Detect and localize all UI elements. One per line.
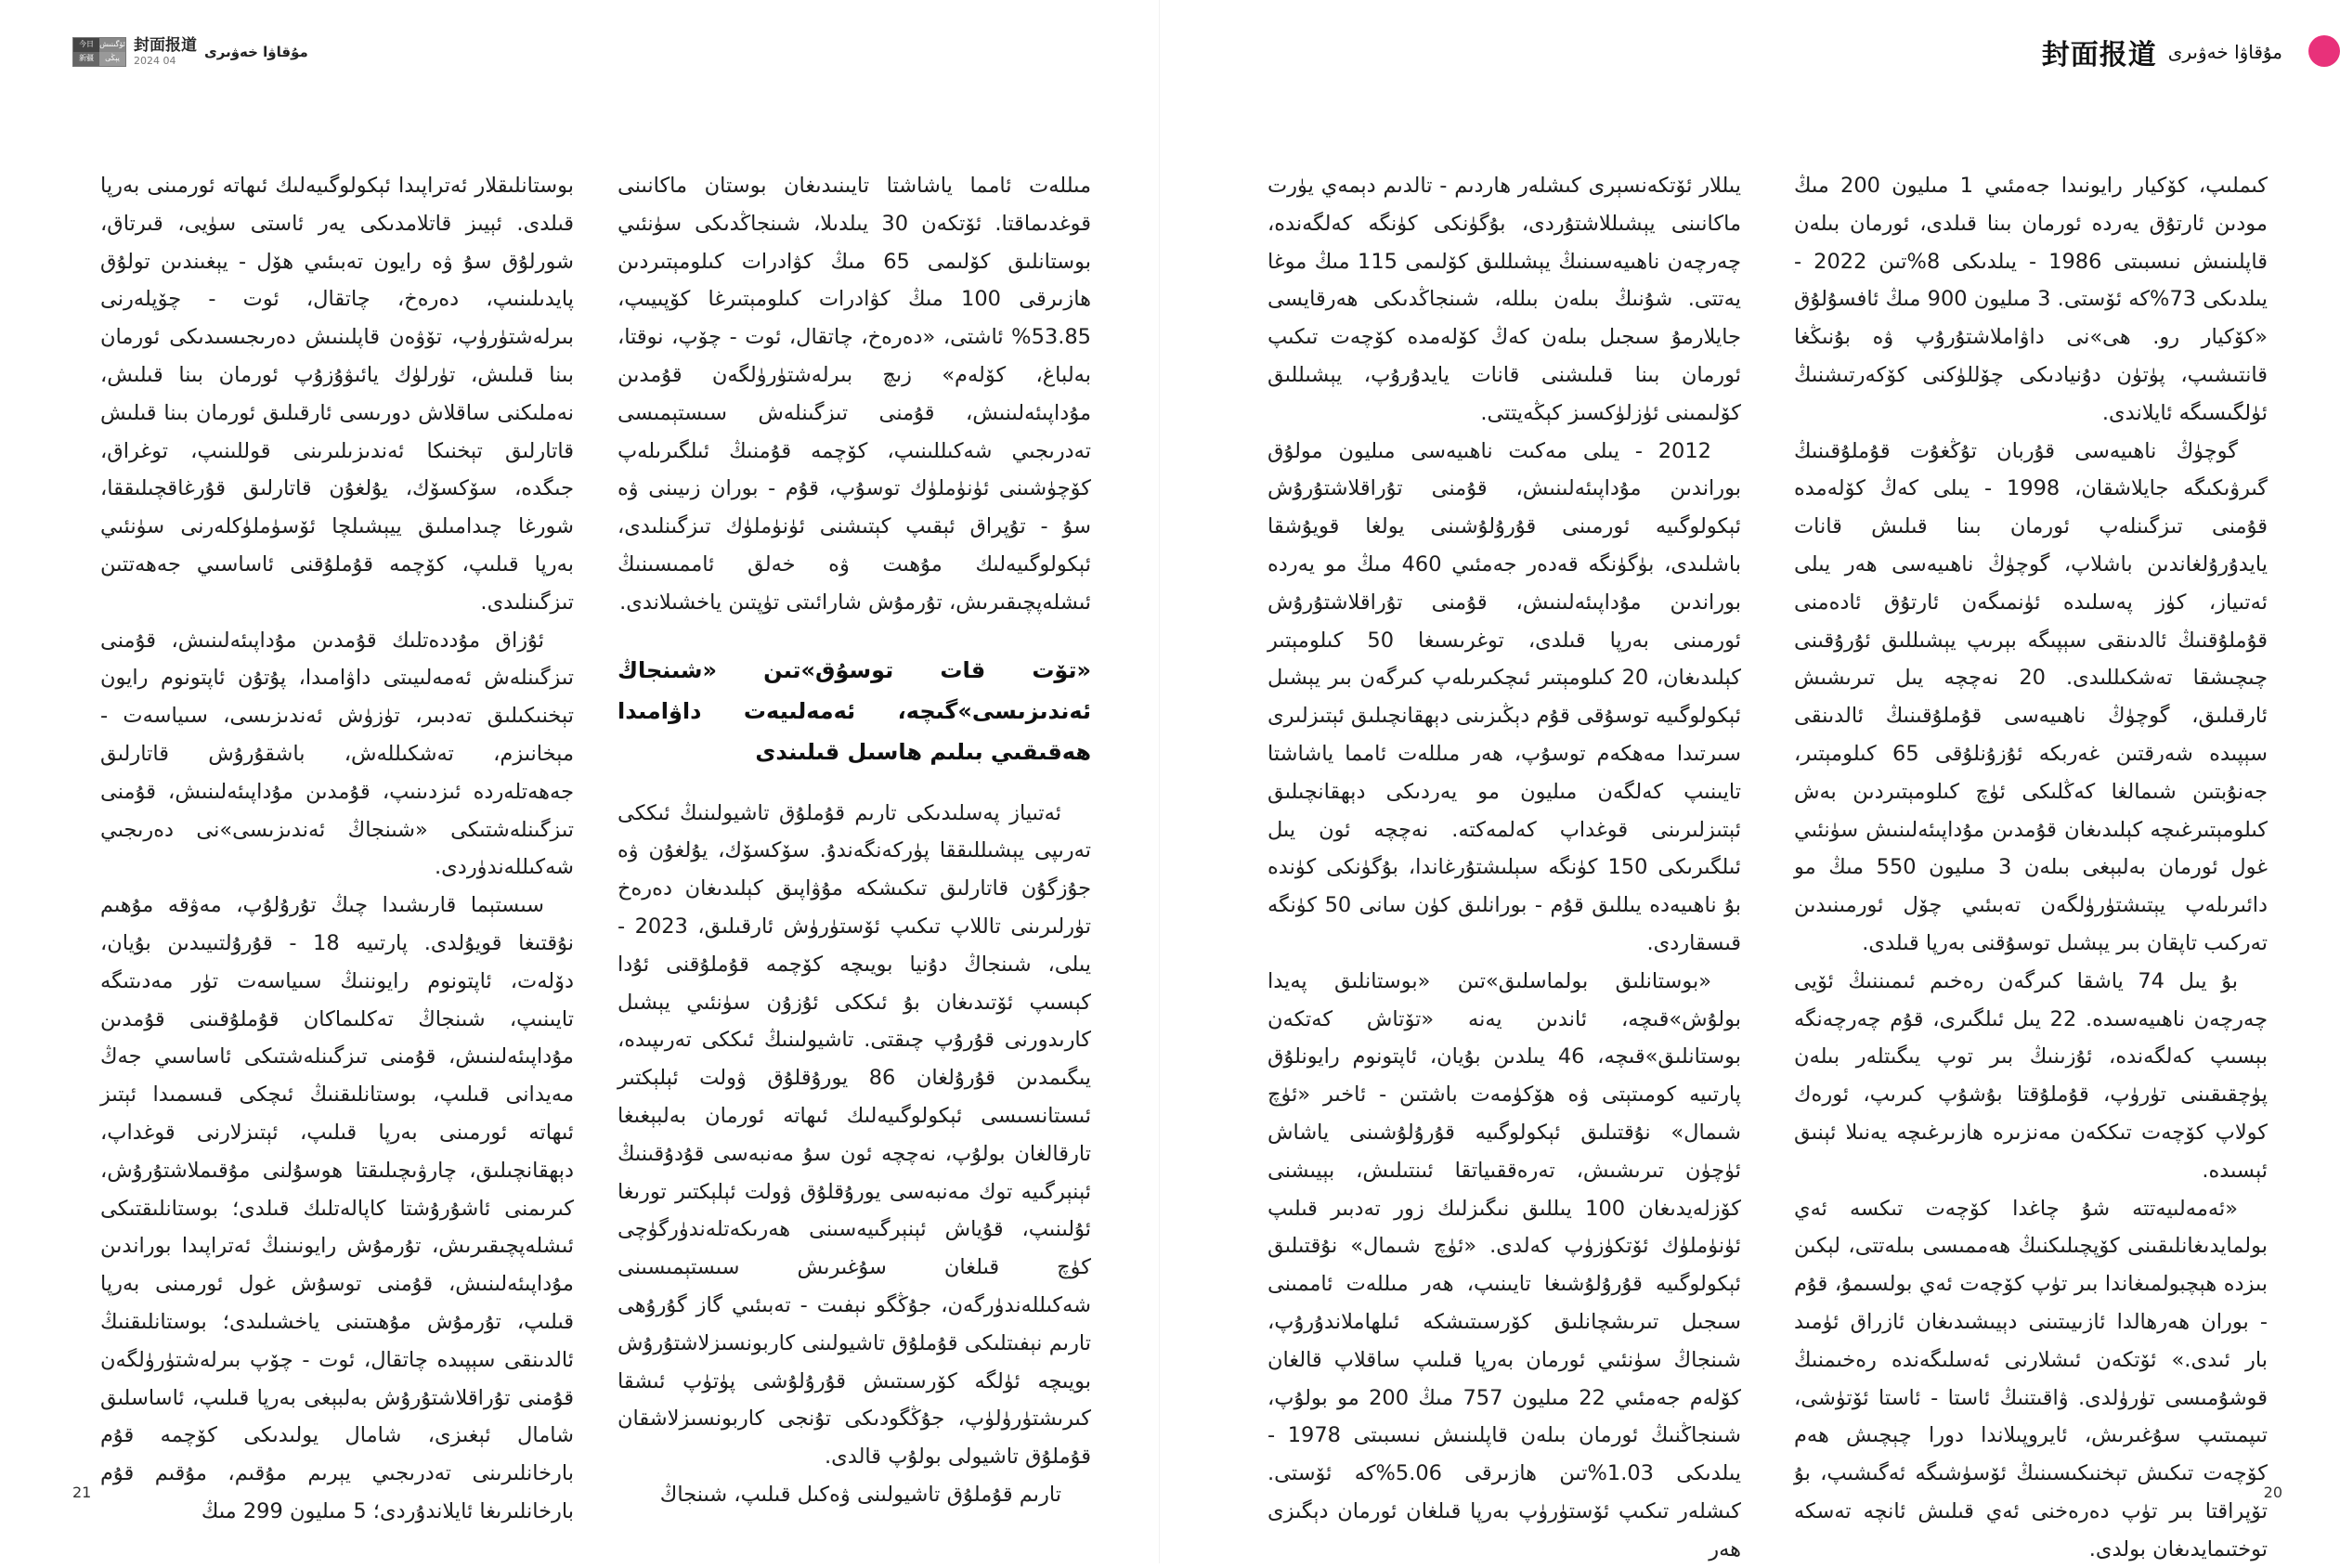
logo-cell: 今日 (73, 38, 99, 52)
section-color-tab (2308, 35, 2340, 67)
section-title-chinese: 封面报道 (134, 36, 197, 55)
section-subheading: «تۆت قات توسۇق»تىن «شىنجاڭ ئەندىزىسى»گىچە، ئەمەلىيەت داۋامىدا ھەقىقىي بىلىم ھاسىل قىلىندى (618, 656, 1091, 765)
logo-cell: ئۆگىنىش (99, 38, 125, 52)
header-title-stack (134, 37, 197, 67)
paragraph: ئەتىياز پەسلىدىكى تارىم قۇملۇق تاشيولىنىڭ ئىككى تەرىپى يېشىللىققا پۈركەنگەندۇ. سۆكسۆك، يۇلغۇن ۋە جۇزگۇن قاتارلىق تىكىشكە مۇۋاپىق كېلىدىغان دەرەخ تۈرلىرىنى تاللاپ تىكىپ ئۆستۈرۈش ئارقىلىق، 2023 - يىلى، شىنجاڭ دۇنيا بويىچە كۆچمە قۇملۇقنى ئۇدا كېسىپ ئۆتىدىغان بۇ ئىككى ئۇزۇن سۈنئىي يېشىل كارىدورنى قۇرۇپ چىقتى. تاشيولىنىڭ ئىككى تەرىپىدە، يىگىمدىن قۇرۇلغان 86 يورۇقلۇق ۋولت ئېلېكتىر ئىستانسىسى ئېكولوگىيەلىك ئىھاتە ئورمان بەلبېغىغا تارقالغان بولۇپ، نەچچە ئون سۇ مەنبەسى قۇدۇقىنىڭ ئېنېرگىيە توك مەنبەسى يورۇقلۇق ۋولت ئېلېكتىر تورىغا ئۇلىنىپ، قۇياش ئېنېرگىيەسىنى ھەرىكەتلەندۈرگۈچى كۈچ قىلغان سۇغىرىش سىستېمىسىنى شەكىللەندۈرگەن، جۇڭگو نېفىت - تەبىئىي گاز گۇرۇھى تارىم نېفىتلىكى قۇملۇق تاشيولىنى كاربونسىزلاشتۇرۇش بويىچە ئۈلگە كۆرسىتىش قۇرۇلۇشى پۈتۈپ ئىشقا كىرىشتۈرۈلۈپ، جۇڭگودىكى تۇنجى كاربونسىزلاشقان قۇملۇق تاشيولى بولۇپ قالدى. (618, 800, 1092, 1470)
page-number: 21 (72, 1484, 92, 1501)
paragraph: «بوستانلىق بولماسلىق»تىن «بوستانلىق پەيدا بولۇش»قىچە، ئاندىن يەنە «تۆتاش كەتكەن بوستانلىق»قىچە، 46 يىلدىن بۇيان، ئاپتونوم رايونلۇق پارتىيە كومىتېتى ۋە ھۆكۈمەت باشتىن - ئاخىر «ئۈچ شىمال» نۇقتىلىق ئېكولوگىيە قۇرۇلۇشىنى ياشاش ئۈچۈن تىرىشىش، تەرەققىياتقا ئىنتىلىش، بېيىشنى كۆزلەيدىغان 100 يىللىق نىگىزلىك زور تەدبىر قىلىپ ئۈنۈملۈك ئۆتكۈزۈپ كەلدى. «ئۈچ شىمال» نۇقتىلىق ئېكولوگىيە قۇرۇلۇشىغا تايىنىپ، ھەر مىللەت ئاممىنى سىجىل تىرىشچانلىق كۆرسىتىشكە ئىلھاملاندۇرۇپ، شىنجاڭ سۈنئىي ئورمان بەرپا قىلىپ ساقلاپ قالغان كۆلەم جەمئىي 22 مىليون 757 مىڭ 200 مو بولۇپ، شىنجاڭنىڭ ئورمان بىلەن قاپلىنىش نىسبىتى 1978 - يىلدىكى 1.03%تىن ھازىرقى 5.06%كە ئۆستى. كىشلەر تىكىپ ئۆستۈرۈپ بەرپا قىلغان ئورمان دېگىزى ھەر (1268, 968, 1742, 1562)
right-page-header (2042, 33, 2282, 71)
left-page-column-2 (618, 167, 1092, 1507)
left-page-header (72, 37, 308, 67)
left-page (0, 0, 1160, 1563)
right-page-column-1 (1268, 167, 1742, 1562)
logo-cell: 新疆 (73, 52, 99, 66)
page-number: 20 (2263, 1484, 2282, 1501)
paragraph: سىستېما قارىشىدا چىڭ تۇرۇلۇپ، مەۋقە مۇھىم نۇقتىغا قويۇلدى. پارتىيە 18 - قۇرۇلتىيىدىن بۇيان، دۆلەت، ئاپتونوم رايوننىڭ سىياسەت تۈر مەدىتىگە تايىنىپ، شىنجاڭ تەكلىماكان قۇملۇقىنى قۇمدىن مۇداپىئەلىنىش، قۇمنى تىزگىنلەشتىكى ئاساسىي جەڭ مەيدانى قىلىپ، بوستانلىقنىڭ ئىچكى قىسمىدا ئېتىز ئىھاتە ئورمىنى بەرپا قىلىپ، ئېتىزلارنى قوغداپ، دېھقانچىلىق، چارۋىچىلىقتا ھوسۇلنى مۇقىملاشتۇرۇش، كىرىمنى ئاشۇرۇشتا كاپالەتلىك قىلدى؛ بوستانلىقتىكى ئىشلەپچىقىرىش، تۇرمۇش رايونىنىڭ ئەتراپىدا بوراندىن مۇداپىئەلىنىش، قۇمنى توسۇش غول ئورمىنى بەرپا قىلىپ، تۇرمۇش مۇھىتىنى ياخشىلىدى؛ بوستانلىقنىڭ ئالدىنقى سېپىدە چاتقال، ئوت - چۆپ بىرلەشتۈرۈلگەن قۇمنى تۇراقلاشتۇرۇش بەلبېغى بەرپا قىلىپ، ئاساسلىق شامال ئېغىزى، شامال يولىدىكى كۆچمە قۇم بارخانلىرىنى تەدرىجىي يېرىم مۇقىم، مۇقىم قۇم بارخانلىرىغا ئايلاندۇردى؛ 5 مىليون 299 مىڭ (100, 893, 574, 1523)
logo-cell: يېڭى (99, 52, 125, 66)
paragraph: بۇ يىل 74 ياشقا كىرگەن رەخىم ئىمىننىڭ ئۆيى چەرچەن ناھىيەسىدە. 22 يىل ئىلگىرى، قۇم چەرچەنگە بېسىپ كەلگەندە، ئۇزىنىڭ بىر توپ يىگىتلەر بىلەن پۈچقىقىنى تۈرۈپ، قۇملۇقتا بۇشۇپ كىرىپ، ئورەك كولاپ كۆچەت تىككەن مەنزىرە ھازىرغىچە يەنىلا ئېنىق ئېسىدە. (1794, 968, 2268, 1183)
paragraph: بوستانلىقلار ئەتراپىدا ئېكولوگىيەلىك ئىھاتە ئورمىنى بەرپا قىلدى. ئېيىز قاتلامدىكى يەر ئاستى سۈيى، قىرتاق، شورلۇق سۇ ۋە رايون تەبىئىي ھۆل - يېغىندىن تولۇق پايدىلىنىپ، دەرەخ، چاتقال، ئوت - چۆپلەرنى بىرلەشتۈرۈپ، تۆۋەن قاپلىنىش دەرىجىسىدىكى ئورمان بىنا قىلىش، تۈرلۈك يائىۋۇزۇپ ئورمان بىنا قىلىش، نەملىكنى ساقلاش دورىسى ئارقىلىق ئورمان بىنا قىلىش قاتارلىق تېخنىكا ئەندىزىلىرىنى قوللىنىپ، توغراق، جىگدە، سۆكسۆك، يۇلغۇن قاتارلىق قۇرغاقچىلىققا، شورغا چىدامىلىق ييېشىلچا ئۆسۈملۈكلەرنى سۈنئىي بەرپا قىلىپ، كۆچمە قۇملۇقنى ئاساسىي جەھەتتىن تىزگىنلىدى. (100, 174, 574, 615)
section-title-uyghur: مۇقاۋا خەۋىرى (2167, 41, 2282, 63)
paragraph: گوچۈڭ ناھىيەسى قۇربان تۇڭغۇت قۇملۇقىنىڭ گىرۋىكىگە جايلاشقان، 1998 - يىلى كەڭ كۆلەمدە قۇمنى تىزگىنلەپ ئورمان بىنا قىلىش قانات يايدۇرۇلغاندىن باشلاپ، گوچۈڭ ناھىيەسى ھەر يىلى ئەتىياز، كۈز پەسلىدە ئۈنمىگەن ئارتۇق ئادەمنى قۇملۇقنىڭ ئالدىنقى سېپىگە بېرىپ يېشىللىق ئۇرۇقىنى چىچىشقا تەشكىللىدى. 20 نەچچە يىل تىرىشىش ئارقىلىق، گوچۈڭ ناھىيەسى قۇملۇقىنىڭ ئالدىنقى سېپىدە شەرقتىن غەربكە ئۇزۇنلۇقى 65 كىلومېتىر، جەنۇبتىن شىمالغا كەڭلىكى ئۈچ كىلومېتىردىن بەش كىلومېتىرغىچە كېلىدىغان قۇمدىن مۇداپىئەلىنىش سۈنئىي غول ئورمان بەلبېغى بىلەن 3 مىليون 550 مىڭ مو دائىرىلەپ يېتىشتۈرۈلگەن تەبىئىي چۆل ئورمىنىدىن تەركىب تاپقان بىر يېشىل توسۇقنى بەرپا قىلدى. (1794, 438, 2268, 955)
section-title-chinese: 封面报道 (2041, 39, 2157, 71)
issue-date: 2024 04 (134, 55, 176, 67)
left-page-column-1 (100, 167, 574, 1523)
paragraph: «ئەمەلىيەتتە شۇ چاغدا كۆچەت تىكسە ئەي بولمايدىغانلىقىنى كۆپچىلىكنىڭ ھەممىسى بىلەتتى، لېكىن بىزدە ھېچبولمىغاندا بىر تۈپ كۆچەت ئەي بولسىمۇ، قۇم - بوران ھەرھالدا ئازىيىتىنى دېيىشىدىغان ئازراق ئۈمىد بار ئىدى.» ئۆتكەن ئىشلارنى ئەسلىگەندە رەخىمنىڭ قوشۇمىسى تۈرۈلدى. ۋاقىتنىڭ ئاستا - ئاستا ئۆتۈشى، تىپمىتىپ سۇغىرىش، ئايروپىلاندا دورا چېچىش ھەم كۆچەت تىكىش تېخنىكىسىنىڭ ئۆسۈشىگە ئەگىشىپ، بۇ تۆپراقتا بىر تۈپ دەرەخنى ئەي قىلىش ئانچە تەسكە توختىمايدىغان بولدى. (1794, 1196, 2268, 1562)
paragraph: يىللار ئۆتكەنسېرى كىشلەر ھاردىم - تالدىم دېمەي يۈرت ماكانىنى يېشىللاشتۇردى، بۇگۈنكى كۈنگە كەلگەندە، چەرچەن ناھىيەسىنىڭ يېشىللىق كۆلىمى 115 مىڭ موغا يەتتى. شۇنىڭ بىلەن بىللە، شىنجاڭدىكى ھەرقايسى جايلارمۇ سىجىل بىلەن كەڭ كۆلەمدە كۆچەت تىكىپ ئورمان بىنا قىلىشنى قانات يايدۇرۇپ، يېشىللىق كۆلىمىنى ئۈزلۈكسىز كېڭەيتتى. (1268, 174, 1741, 425)
paragraph: كىملىپ، كۆكيار رايونىدا جەمئىي 1 مىليون 200 مىڭ مودىن ئارتۇق يەردە ئورمان بىنا قىلدى، ئورمان بىلەن قاپلىنىش نىسبىتى 1986 - يىلدىكى 8%تىن 2022 - يىلدىكى 73%كە ئۆستى. 3 مىليون 900 مىڭ ئافسۇلۇق «كۆكيار رو. ھى»نى داۋاملاشتۇرۇپ ۋە بۇنىڭغا قانتىشىپ، پۈتۈن دۇنيادىكى چۆللۈكنى كۆكەرتىشنىڭ ئۈلگىسىگە ئايلاندى. (1794, 174, 2268, 425)
paragraph: مىللەت ئامما ياشاشتا تايىنىدىغان بوستان ماكانىنى قوغدىماقتا. ئۆتكەن 30 يىلدىلا، شىنجاڭدىكى سۈنئىي بوستانلىق كۆلىمى 65 مىڭ كۋادرات كىلومېتىردىن ھازىرقى 100 مىڭ كۋادرات كىلومېتىرغا كۆپىيىپ، 53.85% ئاشتى، «دەرەخ، چاتقال، ئوت - چۆپ، نوقتا، بەلباغ، كۆلەم» زىچ بىرلەشتۈرۈلگەن قۇمدىن مۇداپىئەلىنىش، قۇمنى تىزگىنلەش سىستېمىسى تەدرىجىي شەكىللىنىپ، كۆچمە قۇمنىڭ ئىلگىرىلەپ كۆچۈشىنى ئۈنۈملۈك توسۇپ، قۇم - بوران زىيىنى ۋە سۇ - تۇپراق ئېقىپ كېتىشنى ئۈنۈملۈك تىزگىنلىدى، ئېكولوگىيەلىك مۇھىت ۋە خەلق ئاممىسىنىڭ ئىشلەپچىقىرىش، تۇرمۇش شارائىتى تۈپتىن ياخشىلاندى. (618, 174, 1091, 615)
section-title-uyghur: مۇقاۋا خەۋىرى (204, 44, 308, 60)
right-page (1160, 0, 2320, 1563)
paragraph: ئۇزاق مۇددەتلىك قۇمدىن مۇداپىئەلىنىش، قۇمنى تىزگىنلەش ئەمەلىيىتى داۋامىدا، پۇتۇن ئاپتونوم رايون تېخنىكىلىق تەدبىر، تۈزۈش ئەندىزىسى، سىياسەت - مېخانىزم، تەشكىللەش، باشقۇرۇش قاتارلىق جەھەتلەردە ئىزدىنىپ، قۇمدىن مۇداپىئەلىنىش، قۇمنى تىزگىنلەشتىكى «شىنجاڭ ئەندىزىسى»نى دەرىجىي شەكىللەندۈردى. (100, 628, 574, 880)
paragraph: تارىم قۇملۇق تاشيولىنى ۋەكىل قىلىپ، شىنجاڭ (659, 1482, 1061, 1507)
paragraph: 2012 - يىلى مەكىت ناھىيەسى مىليون مولۇق بوراندىن مۇداپىئەلىنىش، قۇمنى تۇراقلاشتۇرۇش ئېكولوگىيە ئورمىنى قۇرۇلۇشىنى يولغا قويۇشقا باشلىدى، بۈگۈنگە قەدەر جەمئىي 460 مىڭ مو يەردە بوراندىن مۇداپىئەلىنىش، قۇمنى تۇراقلاشتۇرۇش ئورمىنى بەرپا قىلدى، توغرىسىغا 50 كىلومېتىر كېلىدىغان، 20 كىلومېتىر ئىچكىرىلەپ كىرگەن بىر يېشىل ئېكولوگىيە توسۇقى قۇم دېڭىزىنى دېھقانچىلىق ئېتىزلىرى سىرتىدا مەھكەم توسۇپ، ھەر مىللەت ئامما ياشاشتا تايىنىپ كەلگەن مىليون مو يەردىكى دېھقانچىلىق ئېتىزلىرىنى قوغداپ كەلمەكتە. نەچچە ئون يىل ئىلگىرىكى 150 كۈنگە سېلىشتۇرغاندا، بۇگۈنكى كۈندە بۇ ناھىيەدە يىللىق قۇم - بورانلىق كۈن سانى 50 كۈنگە قىسقاردى. (1268, 438, 1742, 955)
right-page-column-2 (1794, 167, 2268, 1562)
magazine-logo (72, 37, 126, 67)
